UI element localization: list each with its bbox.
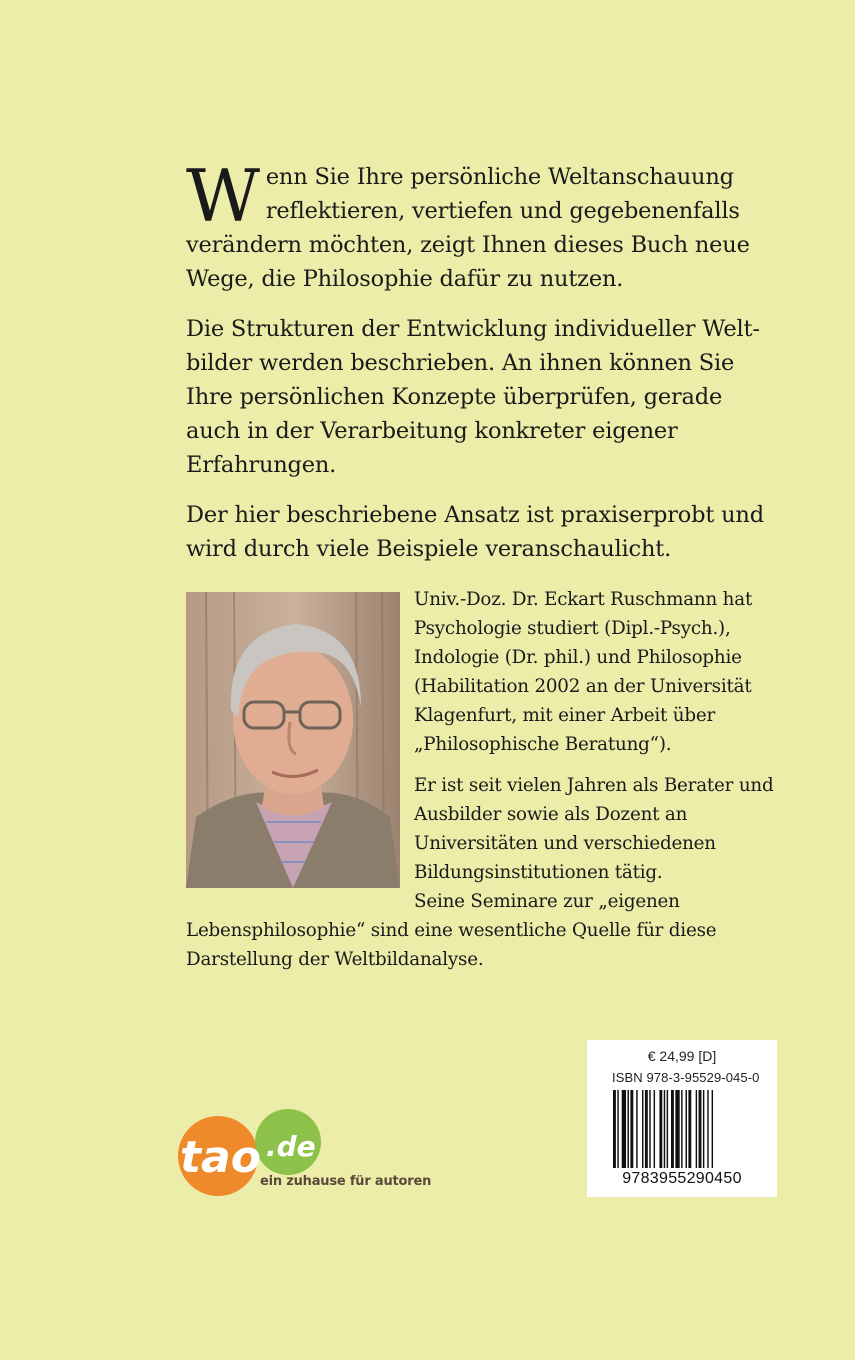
blurb-paragraph-3: Der hier beschriebene Ansatz ist praxiserprobt und wird durch viele Beispiele veranschaulicht. [186, 502, 764, 562]
blurb-paragraph-2: Die Strukturen der Entwicklung individueller Welt-bilder werden beschrieben. An ihnen können Sie Ihre persönlichen Konzepte überprüfen, gerade auch in der Verarbeitung konkreter eigener Erfahrungen. [186, 316, 760, 478]
publisher-tagline: ein zuhause für autoren [260, 1174, 432, 1189]
bio-paragraph-1: Univ.-Doz. Dr. Eckart Ruschmann hat Psychologie studiert (Dipl.-Psych.), Indologie (Dr. phil.) und Philosophie (Habilitation 2002 an der Universität Klagenfurt, mit einer Arbeit über „Philosophische Beratung“). [414, 589, 753, 755]
barcode-bar [671, 1090, 674, 1168]
author-bio [186, 585, 776, 986]
barcode-bar [686, 1090, 687, 1168]
barcode-bar [642, 1090, 643, 1168]
logo-tao-text: tao [180, 1132, 261, 1183]
barcode-bar [630, 1090, 633, 1168]
barcode-bar [712, 1090, 713, 1168]
barcode-bar [703, 1090, 704, 1168]
barcode-label [587, 1040, 777, 1197]
barcode-bar [681, 1090, 682, 1168]
barcode-bar [649, 1090, 650, 1168]
barcode-bar [699, 1090, 702, 1168]
isbn-text: ISBN 978-3-95529-045-0 [612, 1070, 760, 1085]
blurb-paragraph-1 [186, 154, 776, 296]
barcode-bar [688, 1090, 691, 1168]
barcode-bar [675, 1090, 679, 1168]
barcode-bar [654, 1090, 655, 1168]
price: € 24,99 [D] [647, 1048, 717, 1064]
barcode-bar [664, 1090, 665, 1168]
barcode-bar [667, 1090, 668, 1168]
barcode-bars [613, 1090, 753, 1170]
barcode-bar [622, 1090, 626, 1168]
barcode-bar [659, 1090, 662, 1168]
photo-spacer [186, 585, 414, 889]
back-cover-blurb [186, 154, 776, 582]
barcode-bar [696, 1090, 697, 1168]
barcode-digits: 9783955290450 [622, 1170, 742, 1187]
logo-de-text: .de [266, 1130, 316, 1163]
drop-cap: W [186, 154, 260, 238]
bio-paragraph-2: Er ist seit vielen Jahren als Berater und Ausbilder sowie als Dozent an Universitäten und verschiedenen Bildungsinstitutionen tätig. [414, 775, 774, 883]
blurb-paragraph-1-text: enn Sie Ihre persönliche Weltanschauung reflektieren, vertiefen und gegebenenfalls verändern möchten, zeigt Ihnen dieses Buch neue Wege, die Philosophie dafür zu nutzen. [186, 164, 750, 292]
barcode-bar [613, 1090, 616, 1168]
barcode-bar [617, 1090, 618, 1168]
barcode-bar [628, 1090, 629, 1168]
bio-paragraph-3: Seine Seminare zur „eigenen Lebensphilosophie“ sind eine wesentliche Quelle für diese Darstellung der Weltbildanalyse. [186, 891, 717, 970]
barcode-bar [636, 1090, 637, 1168]
barcode-bar [645, 1090, 648, 1168]
barcode-bar [707, 1090, 708, 1168]
